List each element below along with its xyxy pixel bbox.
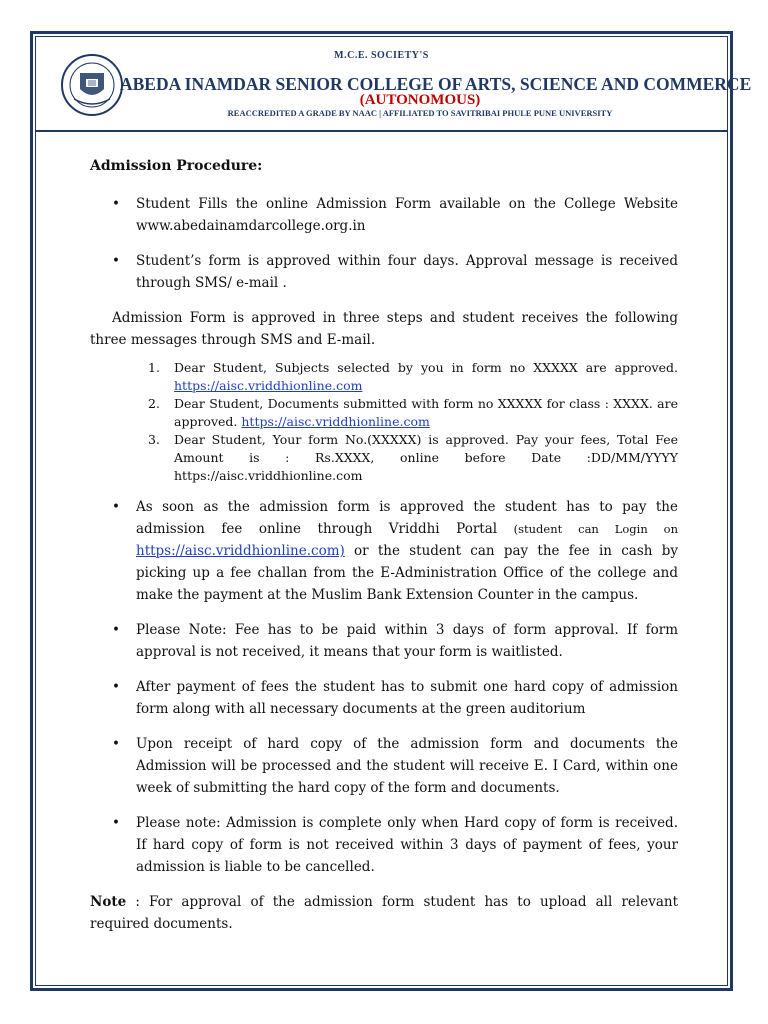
vriddhi-portal-link[interactable]: https://aisc.vriddhionline.com	[241, 414, 430, 429]
society-name: M.C.E. SOCIETY'S	[334, 50, 429, 61]
bullet-glyph: •	[112, 196, 120, 212]
college-name: ABEDA INAMDAR SENIOR COLLEGE OF ARTS, SCIENCE AND COMMERCE	[120, 74, 752, 94]
bullet-glyph: •	[112, 679, 120, 695]
list-item	[90, 250, 678, 294]
step-item	[90, 359, 678, 395]
bullet-text-continued: or the student can pay the fee in cash by picking up a fee challan from the E-Administration Office of the college and make the payment at the Muslim Bank Extension Counter in the campus.	[136, 543, 678, 603]
document-body	[90, 155, 678, 935]
list-item	[90, 619, 678, 663]
note-paragraph	[90, 891, 678, 935]
step-item	[90, 431, 678, 485]
step-text: Dear Student, Your form No.(XXXXX) is approved. Pay your fees, Total Fee Amount is : Rs.XXXX, online before Date :DD/MM/YYYY https://aisc.vriddhionline.com	[174, 432, 678, 483]
bullet-glyph: •	[112, 815, 120, 831]
bullet-glyph: •	[112, 622, 120, 638]
list-item	[90, 676, 678, 720]
bullet-text: Student Fills the online Admission Form available on the College Website www.abedainamdarcollege.org.in	[136, 196, 678, 234]
letterhead	[36, 37, 752, 131]
intro-paragraph: Admission Form is approved in three steps and student receives the following three messages through SMS and E-mail.	[90, 310, 678, 348]
bullet-text: Please note: Admission is complete only when Hard copy of form is received. If hard copy of form is not received within 3 days of payment of fees, your admission is liable to be cancelled.	[136, 815, 678, 875]
section-heading: Admission Procedure:	[90, 158, 263, 174]
step-text: Dear Student, Subjects selected by you in form no XXXXX are approved.	[174, 360, 678, 375]
bullet-glyph: •	[112, 253, 120, 269]
list-item	[90, 733, 678, 799]
list-item	[90, 812, 678, 878]
step-item	[90, 395, 678, 431]
bullet-glyph: •	[112, 736, 120, 752]
step-number: 2.	[148, 396, 160, 411]
step-number: 3.	[148, 432, 160, 447]
vriddhi-portal-link[interactable]: https://aisc.vriddhionline.com)	[136, 543, 345, 559]
vriddhi-portal-link[interactable]: https://aisc.vriddhionline.com	[174, 378, 363, 393]
bullet-text: As soon as the admission form is approved the student has to pay the admission fee online through Vriddhi Portal	[136, 499, 678, 537]
bullet-text: Please Note: Fee has to be paid within 3 days of form approval. If form approval is not received, it means that your form is waitlisted.	[136, 622, 678, 660]
note-text: : For approval of the admission form student has to upload all relevant required documents.	[90, 894, 678, 932]
step-text: Dear Student, Documents submitted with form no XXXXX for class : XXXX. are approved.	[174, 396, 678, 429]
list-item	[90, 496, 678, 606]
college-crest-icon	[60, 53, 124, 117]
bullet-text: Student’s form is approved within four days. Approval message is received through SMS/ e-mail .	[136, 253, 678, 291]
accreditation-line: REACCREDITED A GRADE BY NAAC | AFFILIATED TO SAVITRIBAI PHULE PUNE UNIVERSITY	[227, 108, 613, 118]
login-note: (student can Login on	[513, 522, 678, 536]
bullet-text: Upon receipt of hard copy of the admission form and documents the Admission will be processed and the student will receive E. I Card, within one week of submitting the hard copy of the form and documents.	[136, 736, 678, 796]
list-item	[90, 193, 678, 237]
autonomous-label: (AUTONOMOUS)	[359, 92, 481, 108]
approval-steps-list	[90, 359, 678, 485]
note-label: Note	[90, 894, 127, 910]
bullet-glyph: •	[112, 499, 120, 515]
header-divider	[36, 130, 727, 132]
bullet-text: After payment of fees the student has to submit one hard copy of admission form along with all necessary documents at the green auditorium	[136, 679, 678, 717]
step-number: 1.	[148, 360, 160, 375]
